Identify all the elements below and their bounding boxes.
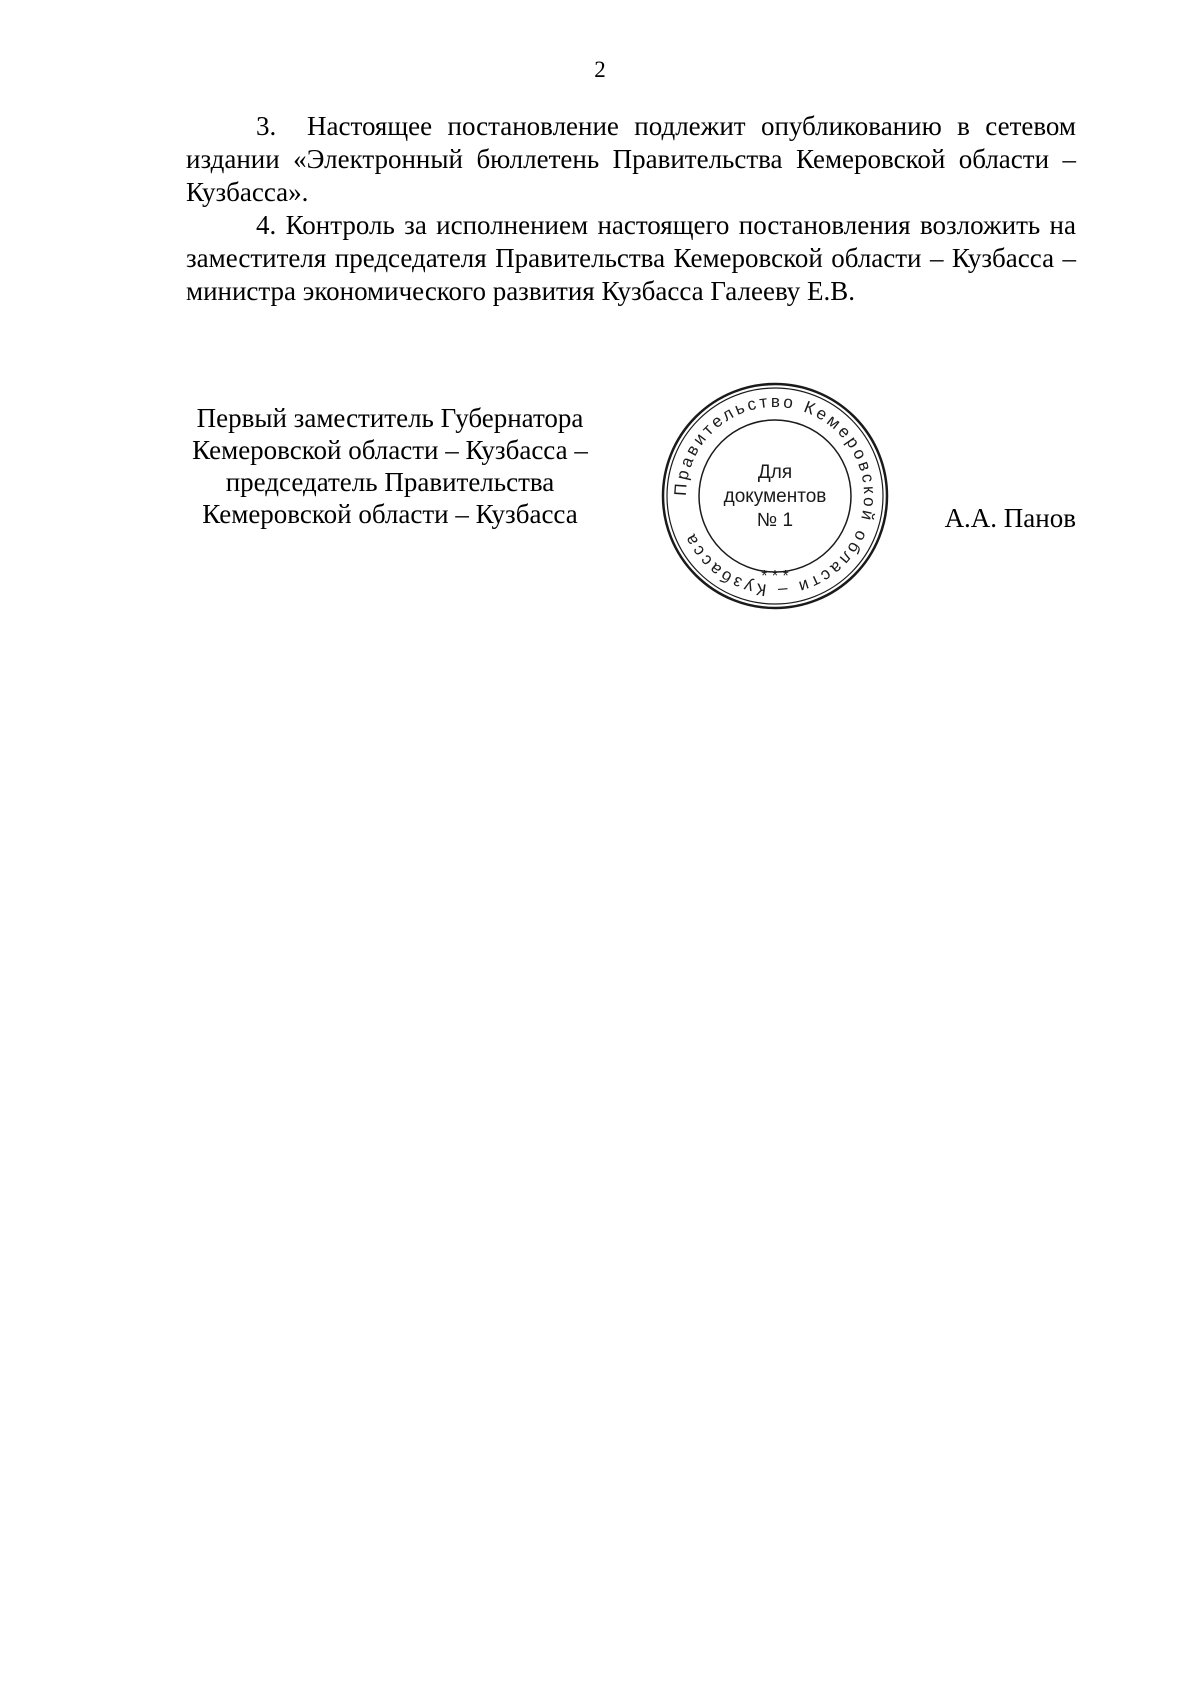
signatory-title-line: председатель Правительства xyxy=(225,467,555,497)
signatory-name: А.А. Панов xyxy=(944,503,1076,533)
stamp-stars: * * * xyxy=(761,568,789,585)
stamp-center-line: № 1 xyxy=(756,510,794,531)
stamp-ring-text: Правительство Кемеровской области – Кузбасса xyxy=(670,391,880,601)
stamp-seal-graphic xyxy=(654,375,896,617)
stamp-center-line: документов xyxy=(723,486,827,507)
document-body xyxy=(186,110,1076,308)
signatory-title-line: Кемеровской области – Кузбасса xyxy=(202,499,578,529)
stamp-center-line: Для xyxy=(757,462,793,483)
paragraph-4: 4. Контроль за исполнением настоящего постановления возложить на заместителя председателя Правительства Кемеровской области – Кузбасса – министра экономического развития Кузбасса Галееву Е.В. xyxy=(186,210,1076,306)
signatory-title-line: Кемеровской области – Кузбасса – xyxy=(192,435,588,465)
signatory-title xyxy=(170,402,610,530)
paragraph-3: 3. Настоящее постановление подлежит опубликованию в сетевом издании «Электронный бюллетень Правительства Кемеровской области – Кузбасса». xyxy=(186,111,1076,207)
page-number: 2 xyxy=(594,57,606,82)
signatory-title-line: Первый заместитель Губернатора xyxy=(196,403,584,433)
official-stamp xyxy=(654,375,896,617)
